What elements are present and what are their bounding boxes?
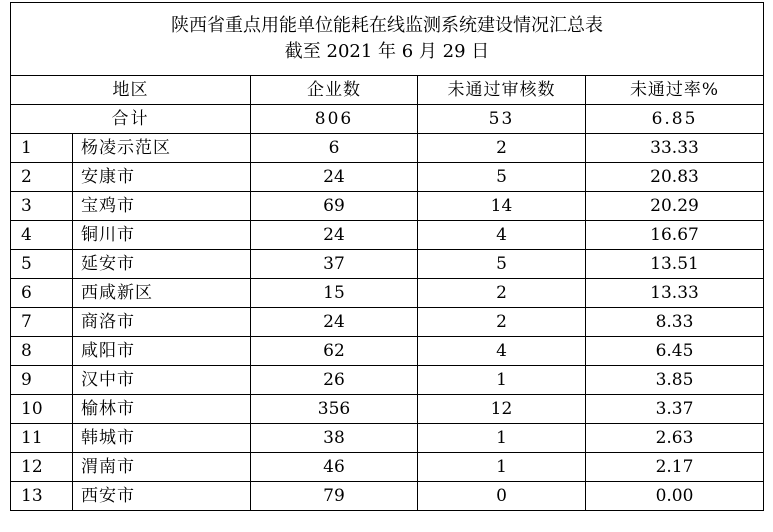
row-companies: 79 <box>251 482 418 511</box>
header-fail-rate: 未通过率% <box>586 76 764 105</box>
row-number: 2 <box>11 163 73 192</box>
row-number: 8 <box>11 337 73 366</box>
row-fail-rate: 6.45 <box>586 337 764 366</box>
table-row <box>11 424 764 453</box>
title-date: 截至 2021 年 6 月 29 日 <box>284 41 490 62</box>
table-row <box>11 221 764 250</box>
table-row <box>11 163 764 192</box>
row-fail-rate: 0.00 <box>586 482 764 511</box>
row-failed: 1 <box>418 453 586 482</box>
row-region: 延安市 <box>73 250 251 279</box>
row-fail-rate: 33.33 <box>586 134 764 163</box>
row-fail-rate: 8.33 <box>586 308 764 337</box>
table-row <box>11 337 764 366</box>
row-fail-rate: 16.67 <box>586 221 764 250</box>
table-title <box>11 3 764 76</box>
row-region: 榆林市 <box>73 395 251 424</box>
row-region: 咸阳市 <box>73 337 251 366</box>
total-failed: 53 <box>418 105 586 134</box>
row-companies: 46 <box>251 453 418 482</box>
row-companies: 24 <box>251 308 418 337</box>
table-row <box>11 395 764 424</box>
row-failed: 14 <box>418 192 586 221</box>
row-fail-rate: 20.83 <box>586 163 764 192</box>
title-main: 陕西省重点用能单位能耗在线监测系统建设情况汇总表 <box>171 15 604 36</box>
table-row <box>11 453 764 482</box>
row-number: 13 <box>11 482 73 511</box>
row-companies: 26 <box>251 366 418 395</box>
table-row <box>11 250 764 279</box>
row-region: 安康市 <box>73 163 251 192</box>
table-row <box>11 366 764 395</box>
row-companies: 62 <box>251 337 418 366</box>
row-failed: 4 <box>418 221 586 250</box>
row-number: 1 <box>11 134 73 163</box>
row-companies: 69 <box>251 192 418 221</box>
row-number: 5 <box>11 250 73 279</box>
row-failed: 2 <box>418 308 586 337</box>
row-companies: 24 <box>251 221 418 250</box>
total-label: 合计 <box>11 105 251 134</box>
row-region: 汉中市 <box>73 366 251 395</box>
row-companies: 356 <box>251 395 418 424</box>
row-region: 渭南市 <box>73 453 251 482</box>
row-number: 9 <box>11 366 73 395</box>
total-companies: 806 <box>251 105 418 134</box>
row-number: 3 <box>11 192 73 221</box>
row-failed: 4 <box>418 337 586 366</box>
header-companies: 企业数 <box>251 76 418 105</box>
row-region: 西安市 <box>73 482 251 511</box>
row-number: 4 <box>11 221 73 250</box>
row-number: 7 <box>11 308 73 337</box>
row-region: 杨凌示范区 <box>73 134 251 163</box>
row-fail-rate: 2.17 <box>586 453 764 482</box>
row-failed: 12 <box>418 395 586 424</box>
row-companies: 38 <box>251 424 418 453</box>
header-failed: 未通过审核数 <box>418 76 586 105</box>
row-region: 商洛市 <box>73 308 251 337</box>
row-failed: 5 <box>418 163 586 192</box>
row-fail-rate: 13.33 <box>586 279 764 308</box>
title-row <box>11 3 764 76</box>
header-row <box>11 76 764 105</box>
row-region: 韩城市 <box>73 424 251 453</box>
row-number: 12 <box>11 453 73 482</box>
row-failed: 1 <box>418 366 586 395</box>
summary-table <box>10 2 764 511</box>
row-companies: 24 <box>251 163 418 192</box>
header-region: 地区 <box>11 76 251 105</box>
row-companies: 6 <box>251 134 418 163</box>
row-fail-rate: 13.51 <box>586 250 764 279</box>
row-failed: 2 <box>418 279 586 308</box>
row-fail-rate: 3.37 <box>586 395 764 424</box>
row-failed: 2 <box>418 134 586 163</box>
row-failed: 1 <box>418 424 586 453</box>
table-row <box>11 279 764 308</box>
row-companies: 15 <box>251 279 418 308</box>
row-number: 11 <box>11 424 73 453</box>
table-row <box>11 192 764 221</box>
row-fail-rate: 20.29 <box>586 192 764 221</box>
row-companies: 37 <box>251 250 418 279</box>
table-row <box>11 134 764 163</box>
row-region: 铜川市 <box>73 221 251 250</box>
total-fail-rate: 6.85 <box>586 105 764 134</box>
row-region: 西咸新区 <box>73 279 251 308</box>
row-region: 宝鸡市 <box>73 192 251 221</box>
row-number: 6 <box>11 279 73 308</box>
total-row <box>11 105 764 134</box>
row-fail-rate: 3.85 <box>586 366 764 395</box>
table-row <box>11 308 764 337</box>
row-failed: 0 <box>418 482 586 511</box>
row-failed: 5 <box>418 250 586 279</box>
table-row <box>11 482 764 511</box>
row-number: 10 <box>11 395 73 424</box>
row-fail-rate: 2.63 <box>586 424 764 453</box>
